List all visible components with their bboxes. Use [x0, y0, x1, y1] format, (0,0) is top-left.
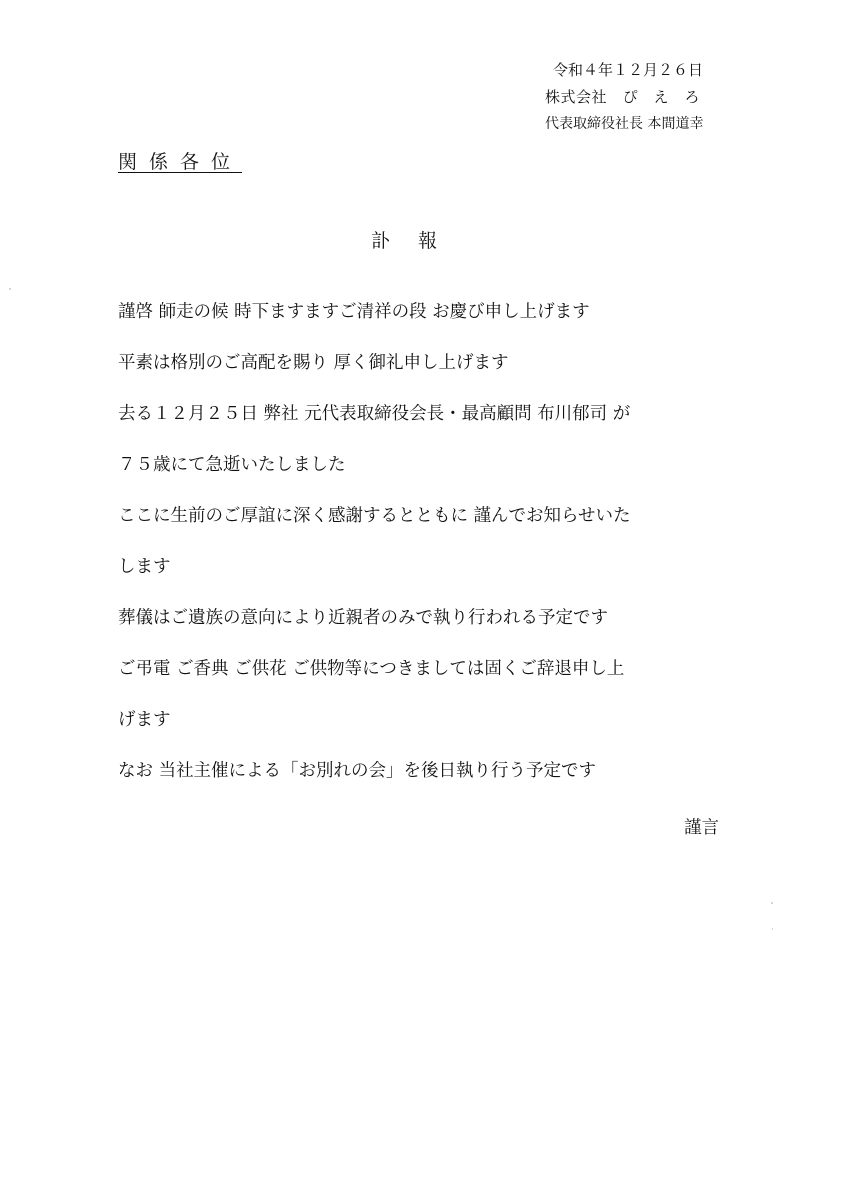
closing-phrase: 謹言: [684, 818, 719, 838]
scan-speck: [9, 288, 11, 290]
body-line: げます: [118, 710, 171, 730]
body-line: なお 当社主催による「お別れの会」を後日執り行う予定です: [118, 761, 597, 781]
representative-name: 代表取締役社長 本間道幸: [545, 116, 704, 132]
body-line: 謹啓 師走の候 時下ますますご清祥の段 お慶び申し上げます: [118, 302, 590, 322]
body-line: ７５歳にて急逝いたしました: [118, 455, 346, 475]
issue-date: 令和４年１２月２６日: [553, 61, 704, 79]
addressee-heading: 関係各位: [118, 151, 243, 173]
document-title: 訃報: [371, 230, 466, 252]
scan-speck: [771, 902, 773, 904]
scan-speck: [772, 928, 773, 930]
sender-block: [545, 60, 745, 141]
body-line: します: [118, 557, 171, 577]
body-line: ここに生前のご厚誼に深く感謝するとともに 謹んでお知らせいた: [118, 506, 631, 526]
body-line: ご弔電 ご香典 ご供花 ご供物等につきましては固くご辞退申し上: [118, 659, 625, 679]
body-line: 平素は格別のご高配を賜り 厚く御礼申し上げます: [118, 353, 509, 373]
announcement-body: [118, 300, 733, 810]
body-line: 去る１２月２５日 弊社 元代表取締役会長・最高顧問 布川郁司 が: [118, 404, 631, 424]
company-name: 株式会社 ぴ え ろ: [545, 88, 701, 106]
body-line: 葬儀はご遺族の意向により近親者のみで執り行われる予定です: [118, 608, 608, 628]
